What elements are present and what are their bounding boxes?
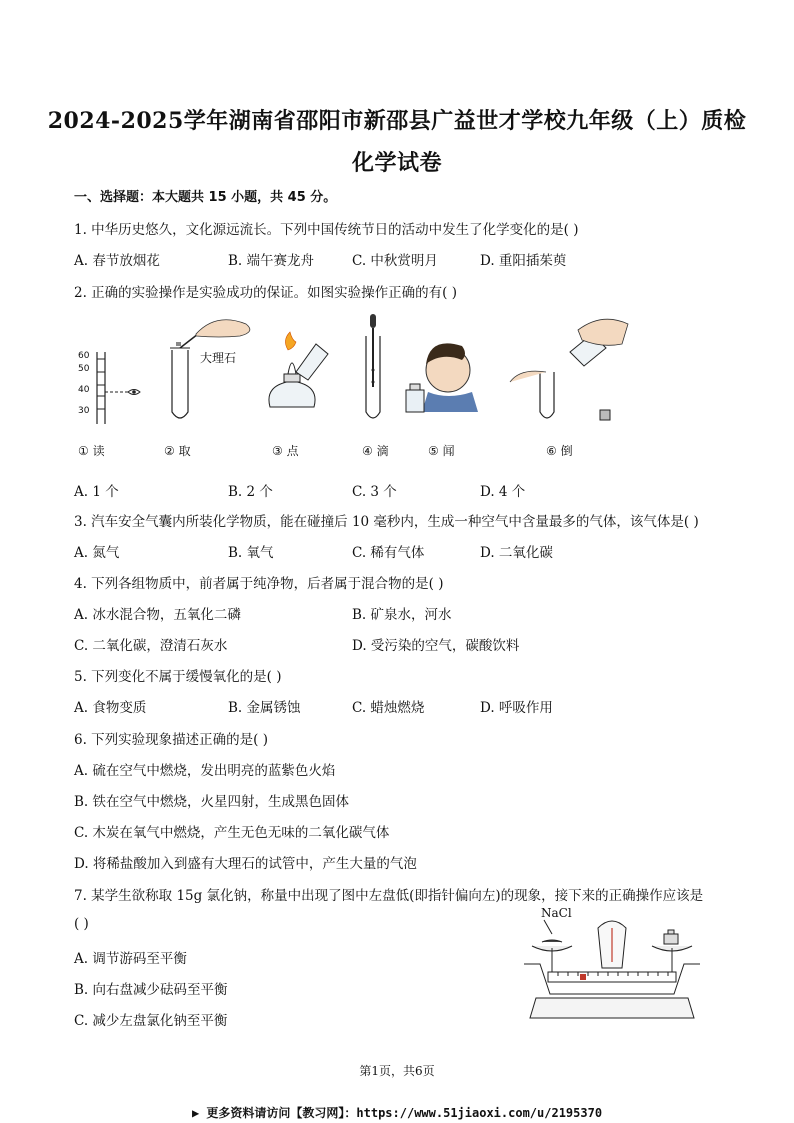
q1-option-d: D. 重阳插茱萸: [480, 253, 567, 269]
q4-option-a: A. 冰水混合物，五氧化二磷: [74, 607, 241, 623]
q6-option-d: D. 将稀盐酸加入到盛有大理石的试管中，产生大量的气泡: [74, 856, 417, 872]
question-2-stem: 2. 正确的实验操作是实验成功的保证。如图实验操作正确的有( ): [74, 285, 457, 301]
q2-option-b: B. 2 个: [228, 484, 273, 500]
q3-option-c: C. 稀有气体: [352, 545, 425, 561]
question-5-stem: 5. 下列变化不属于缓慢氧化的是( ): [74, 669, 282, 685]
q6-option-a: A. 硫在空气中燃烧，发出明亮的蓝紫色火焰: [74, 763, 336, 779]
q1-option-c: C. 中秋赏明月: [352, 253, 438, 269]
section-heading: 一、选择题：本大题共 15 小题，共 45 分。: [74, 190, 337, 205]
q5-option-c: C. 蜡烛燃烧: [352, 700, 425, 716]
figure-label-smell: ⑤ 闻: [428, 444, 455, 458]
q7-answer-paren: ( ): [74, 916, 89, 932]
marble-label: 大理石: [200, 351, 237, 365]
figure-label-drop: ④ 滴: [362, 444, 389, 458]
graduated-cylinder-illustration: [97, 352, 140, 424]
question-7-stem: 7. 某学生欲称取 15g 氯化钠，称量中出现了图中左盘低(即指针偏向左)的现象，接下来的正确操作应该是: [74, 888, 704, 904]
q2-option-d: D. 4 个: [480, 484, 526, 500]
nacl-label: NaCl: [541, 906, 572, 920]
q5-option-a: A. 食物变质: [74, 700, 147, 716]
q6-option-b: B. 铁在空气中燃烧，火星四射，生成黑色固体: [74, 794, 350, 810]
q2-option-a: A. 1 个: [74, 484, 119, 500]
exam-title-line2: 化学试卷: [351, 150, 442, 176]
q4-option-d: D. 受污染的空气，碳酸饮料: [352, 638, 520, 654]
scale-tick-60: 60: [78, 351, 90, 361]
q3-option-a: A. 氮气: [74, 545, 120, 561]
q4-option-b: B. 矿泉水，河水: [352, 607, 452, 623]
question-1-stem: 1. 中华历史悠久，文化源远流长。下列中国传统节日的活动中发生了化学变化的是( ): [74, 222, 579, 238]
lab-operations-figure: [70, 312, 630, 427]
page-footer: 第1页，共6页: [359, 1064, 435, 1078]
figure-label-take: ② 取: [164, 444, 191, 458]
question-4-stem: 4. 下列各组物质中，前者属于纯净物，后者属于混合物的是( ): [74, 576, 444, 592]
question-6-stem: 6. 下列实验现象描述正确的是( ): [74, 732, 268, 748]
alcohol-lamp-illustration: [269, 332, 328, 407]
figure-label-read: ① 读: [78, 444, 105, 458]
q3-option-d: D. 二氧化碳: [480, 545, 553, 561]
q7-option-b: B. 向右盘减少砝码至平衡: [74, 982, 228, 998]
scale-tick-50: 50: [78, 364, 90, 374]
scale-tick-40: 40: [78, 385, 90, 395]
q1-option-b: B. 端午赛龙舟: [228, 253, 315, 269]
dropper-illustration: [366, 314, 380, 418]
q6-option-c: C. 木炭在氧气中燃烧，产生无色无味的二氧化碳气体: [74, 825, 390, 841]
q2-option-c: C. 3 个: [352, 484, 397, 500]
q7-option-a: A. 调节游码至平衡: [74, 951, 187, 967]
promo-link[interactable]: ▶ 更多资料请访问【教习网】：https://www.51jiaoxi.com/u/2195370: [191, 1106, 603, 1120]
exam-title-line1: 2024-2025学年湖南省邵阳市新邵县广益世才学校九年级（上）质检: [47, 108, 747, 134]
q5-option-d: D. 呼吸作用: [480, 700, 553, 716]
q7-option-c: C. 减少左盘氯化钠至平衡: [74, 1013, 228, 1029]
q3-option-b: B. 氧气: [228, 545, 274, 561]
q1-option-a: A. 春节放烟花: [74, 253, 160, 269]
smelling-boy-illustration: [406, 343, 478, 412]
scale-tick-30: 30: [78, 406, 90, 416]
figure-label-pour: ⑥ 倒: [546, 444, 573, 458]
figure-label-light: ③ 点: [272, 444, 299, 458]
pouring-illustration: [510, 319, 628, 420]
q4-option-c: C. 二氧化碳，澄清石灰水: [74, 638, 228, 654]
q5-option-b: B. 金属锈蚀: [228, 700, 301, 716]
question-3-stem: 3. 汽车安全气囊内所装化学物质，能在碰撞后 10 毫秒内，生成一种空气中含量最多的气体，该气体是( ): [74, 514, 699, 530]
balance-scale-figure: [518, 918, 718, 1030]
test-tube-tongs-illustration: [170, 320, 250, 418]
